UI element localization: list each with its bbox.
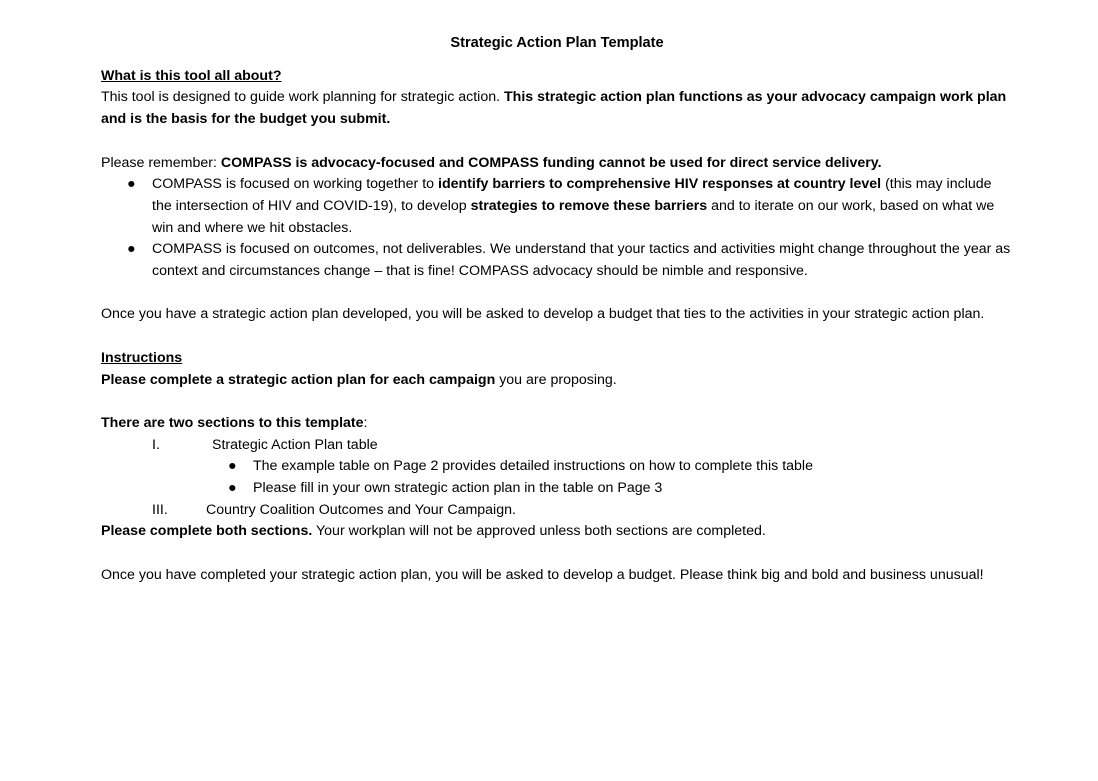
bullet-icon: ● (228, 458, 237, 475)
remember-line (101, 153, 1013, 175)
document-page (101, 33, 1013, 586)
bullet-1-part-2: (this may include the intersection of HIV and COVID-19), to develop (152, 176, 992, 214)
sub-item-2-text: Please fill in your own strategic action plan in the table on Page 3 (253, 479, 663, 496)
spacer (101, 131, 1013, 153)
both-bold: Please complete both sections. (101, 523, 313, 540)
final-text: Once you have completed your strategic action plan, you will be asked to develop a budget. Please think big and bold and business unusual! (101, 566, 984, 583)
sub-list-item (101, 456, 1013, 478)
sections-bold: There are two sections to this template (101, 414, 364, 431)
complete-plain: you are proposing. (495, 371, 617, 388)
spacer (101, 543, 1013, 565)
section-3-number: III. (152, 501, 168, 518)
section-3-text: Country Coalition Outcomes and Your Campaign. (206, 501, 516, 518)
about-intro-bold: This strategic action plan functions as your advocacy campaign work plan and is the basis for the budget you submit. (101, 89, 1007, 128)
section-item-3 (101, 500, 1013, 522)
bullet-icon: ● (127, 176, 136, 193)
remember-bold: COMPASS is advocacy-focused and COMPASS funding cannot be used for direct service delivery. (220, 154, 882, 171)
bullet-1-part-1: COMPASS is focused on working together to (152, 176, 438, 193)
section-1-number: I. (152, 436, 160, 453)
page-title: Strategic Action Plan Template (450, 35, 664, 51)
complete-bold: Please complete a strategic action plan for each campaign (101, 371, 496, 388)
bullet-1-part-3: and to iterate on our work, based on what we win and where we hit obstacles. (152, 197, 995, 236)
section-item-1 (101, 435, 1013, 457)
sub-list-item (101, 478, 1013, 500)
bullet-icon: ● (228, 479, 237, 496)
section-1-text: Strategic Action Plan table (212, 436, 378, 453)
bullet-1-bold-1: identify barriers to comprehensive HIV responses at country level (438, 176, 882, 193)
once-developed-text: Once you have a strategic action plan developed, you will be asked to develop a budget that ties to the activities in your strategic action plan. (101, 306, 985, 323)
about-intro (101, 87, 1013, 130)
complete-per-campaign (101, 370, 1013, 392)
bullet-icon: ● (127, 241, 136, 258)
spacer (101, 283, 1013, 305)
complete-both-line (101, 521, 1013, 543)
remember-plain: Please remember: (101, 154, 221, 171)
sections-intro (101, 413, 1013, 435)
about-bullet-list (101, 174, 1013, 283)
about-heading (101, 66, 1013, 88)
list-item (101, 239, 1013, 282)
bullet-1-bold-2: strategies to remove these barriers (470, 197, 708, 214)
about-intro-plain: This tool is designed to guide work planning for strategic action. (101, 89, 504, 106)
both-plain: Your workplan will not be approved unless both sections are completed. (312, 523, 766, 540)
sections-plain: : (363, 414, 368, 431)
sub-item-1-text: The example table on Page 2 provides detailed instructions on how to complete this table (253, 458, 813, 475)
list-item (101, 174, 1013, 239)
spacer (101, 326, 1013, 348)
bullet-2-text: COMPASS is focused on outcomes, not deliverables. We understand that your tactics and activities might change throughout the year as context and circumstances change – that is fine! COMPASS advocacy should be nimble and responsive. (152, 241, 1011, 280)
instructions-heading-text: Instructions (101, 349, 183, 366)
instructions-heading (101, 348, 1013, 370)
about-heading-text: What is this tool all about? (101, 67, 282, 84)
spacer (101, 391, 1013, 413)
